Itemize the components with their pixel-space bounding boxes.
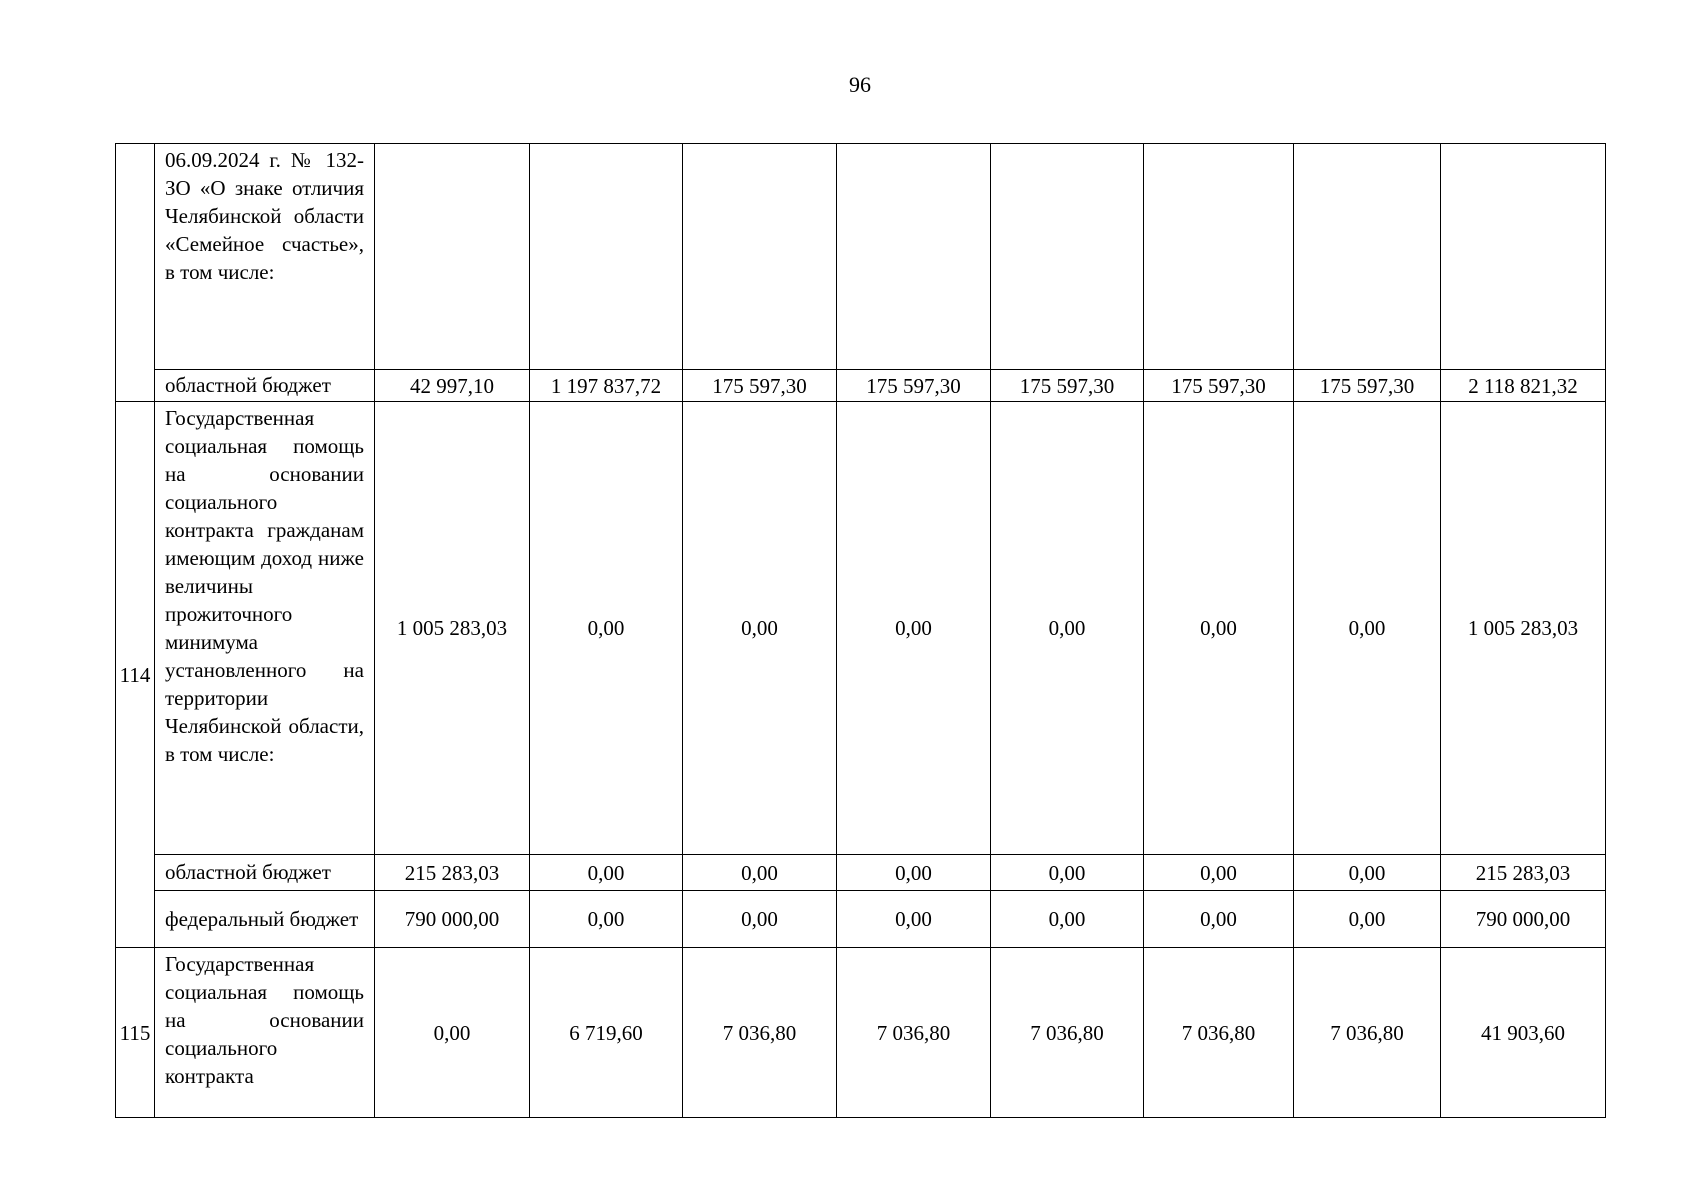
description-cell: Государственная социальная помощь на основании социального контракта гражданам имеющим доход ниже величины прожиточного минимума установленного на территории Челябинской области, в том числе:	[155, 402, 375, 855]
value-cell	[837, 144, 991, 370]
value-cell: 0,00	[837, 891, 991, 948]
value-cell: 175 597,30	[683, 370, 837, 402]
value-cell: 0,00	[1294, 402, 1441, 855]
value-cell: 42 997,10	[375, 370, 530, 402]
value-cell: 1 197 837,72	[530, 370, 683, 402]
value-cell: 1 005 283,03	[375, 402, 530, 855]
value-cell: 1 005 283,03	[1441, 402, 1606, 855]
description-cell: областной бюджет	[155, 855, 375, 891]
value-cell: 0,00	[1144, 855, 1294, 891]
value-cell: 7 036,80	[991, 948, 1144, 1118]
value-cell: 7 036,80	[1144, 948, 1294, 1118]
value-cell: 0,00	[1144, 891, 1294, 948]
value-cell: 215 283,03	[375, 855, 530, 891]
value-cell: 0,00	[683, 891, 837, 948]
value-cell: 175 597,30	[991, 370, 1144, 402]
value-cell: 0,00	[837, 855, 991, 891]
table-row	[116, 144, 1606, 370]
value-cell: 0,00	[530, 402, 683, 855]
description-cell: областной бюджет	[155, 370, 375, 402]
row-number-cell	[116, 144, 155, 402]
value-cell: 7 036,80	[683, 948, 837, 1118]
value-cell: 175 597,30	[1144, 370, 1294, 402]
value-cell: 175 597,30	[1294, 370, 1441, 402]
value-cell	[683, 144, 837, 370]
value-cell	[1441, 144, 1606, 370]
page-number: 96	[849, 72, 871, 97]
value-cell: 7 036,80	[1294, 948, 1441, 1118]
value-cell: 0,00	[375, 948, 530, 1118]
value-cell: 2 118 821,32	[1441, 370, 1606, 402]
value-cell: 0,00	[991, 402, 1144, 855]
table-row	[116, 891, 1606, 948]
value-cell: 7 036,80	[837, 948, 991, 1118]
value-cell: 0,00	[991, 891, 1144, 948]
value-cell: 0,00	[530, 855, 683, 891]
value-cell: 0,00	[530, 891, 683, 948]
value-cell: 0,00	[1144, 402, 1294, 855]
value-cell: 6 719,60	[530, 948, 683, 1118]
row-number-cell: 115	[116, 948, 155, 1118]
value-cell: 215 283,03	[1441, 855, 1606, 891]
description-cell: 06.09.2024 г. № 132-ЗО «О знаке отличия Челябинской области «Семейное счастье», в том числе:	[155, 144, 375, 370]
value-cell	[1294, 144, 1441, 370]
value-cell: 175 597,30	[837, 370, 991, 402]
value-cell: 0,00	[991, 855, 1144, 891]
value-cell: 790 000,00	[375, 891, 530, 948]
budget-table	[115, 143, 1606, 1118]
table-row	[116, 948, 1606, 1118]
description-cell: Государственная социальная помощь на основании социального контракта	[155, 948, 375, 1118]
description-cell: федеральный бюджет	[155, 891, 375, 948]
value-cell	[375, 144, 530, 370]
value-cell	[530, 144, 683, 370]
value-cell	[1144, 144, 1294, 370]
value-cell: 790 000,00	[1441, 891, 1606, 948]
value-cell: 41 903,60	[1441, 948, 1606, 1118]
value-cell: 0,00	[1294, 891, 1441, 948]
table-row	[116, 370, 1606, 402]
value-cell	[991, 144, 1144, 370]
value-cell: 0,00	[1294, 855, 1441, 891]
row-number-cell: 114	[116, 402, 155, 948]
table-row	[116, 855, 1606, 891]
value-cell: 0,00	[683, 402, 837, 855]
table-row	[116, 402, 1606, 855]
value-cell: 0,00	[837, 402, 991, 855]
value-cell: 0,00	[683, 855, 837, 891]
